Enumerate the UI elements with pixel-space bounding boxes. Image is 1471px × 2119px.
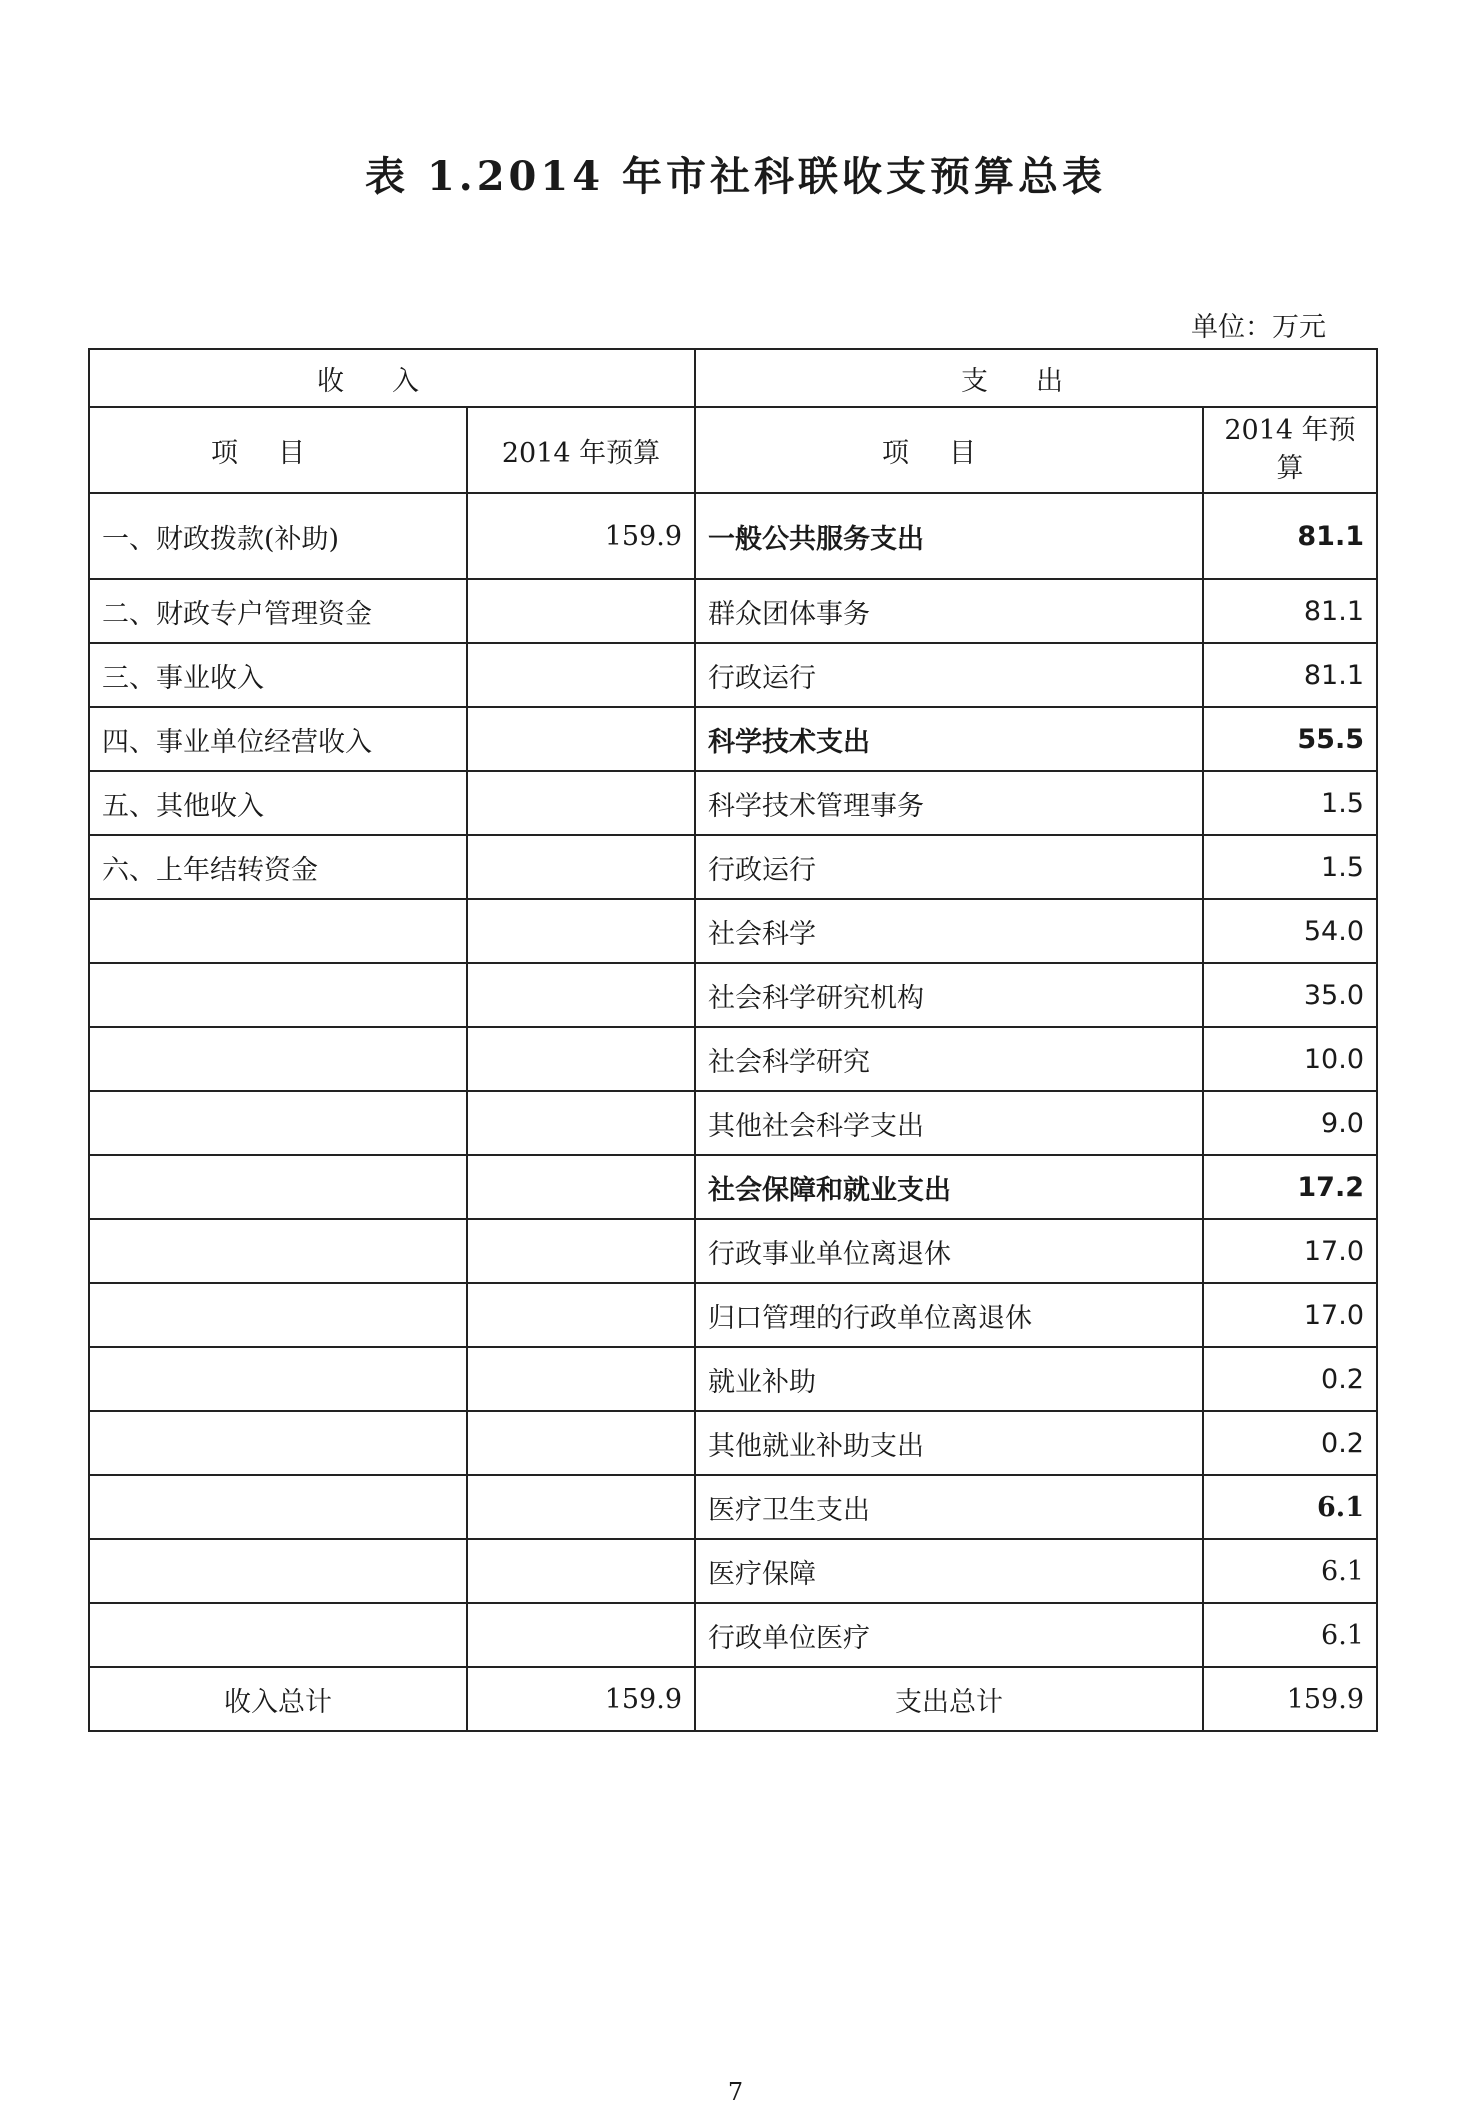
income-budget-header: 2014 年预算: [467, 407, 695, 493]
income-label: 三、事业收入: [89, 643, 467, 707]
empty-cell: [467, 1027, 695, 1091]
budget-table: [88, 348, 1378, 1732]
income-value: [467, 643, 695, 707]
expense-label: 社会保障和就业支出: [695, 1155, 1203, 1219]
expense-value: 0.2: [1203, 1411, 1377, 1475]
expense-label: 行政运行: [695, 643, 1203, 707]
table-row: [89, 707, 1377, 771]
empty-cell: [89, 1347, 467, 1411]
expense-label: 其他社会科学支出: [695, 1091, 1203, 1155]
empty-cell: [89, 1091, 467, 1155]
income-label: 一、财政拨款(补助): [89, 493, 467, 579]
table-row: [89, 1475, 1377, 1539]
expense-value: 6.1: [1203, 1603, 1377, 1667]
empty-cell: [467, 1411, 695, 1475]
table-row: [89, 493, 1377, 579]
table-row: [89, 1411, 1377, 1475]
expense-label: 群众团体事务: [695, 579, 1203, 643]
column-header-row: [89, 407, 1377, 493]
income-label: 六、上年结转资金: [89, 835, 467, 899]
expense-label: 社会科学研究机构: [695, 963, 1203, 1027]
expense-label: 医疗卫生支出: [695, 1475, 1203, 1539]
income-value: [467, 707, 695, 771]
empty-cell: [467, 1155, 695, 1219]
empty-cell: [89, 1411, 467, 1475]
table-row: [89, 1027, 1377, 1091]
expense-label: 其他就业补助支出: [695, 1411, 1203, 1475]
expense-value: 9.0: [1203, 1091, 1377, 1155]
income-label: 四、事业单位经营收入: [89, 707, 467, 771]
income-value: 159.9: [467, 493, 695, 579]
expense-value: 17.0: [1203, 1219, 1377, 1283]
page-number: 7: [727, 2078, 744, 2106]
empty-cell: [89, 963, 467, 1027]
table-row: [89, 1155, 1377, 1219]
empty-cell: [467, 1603, 695, 1667]
empty-cell: [467, 963, 695, 1027]
expense-label: 科学技术支出: [695, 707, 1203, 771]
expense-label: 行政事业单位离退休: [695, 1219, 1203, 1283]
table-row: [89, 579, 1377, 643]
table-row: [89, 899, 1377, 963]
expense-label: 科学技术管理事务: [695, 771, 1203, 835]
expense-label: 行政单位医疗: [695, 1603, 1203, 1667]
expense-value: 17.0: [1203, 1283, 1377, 1347]
expense-header: 支出: [695, 349, 1377, 407]
section-header-row: [89, 349, 1377, 407]
table-row: [89, 771, 1377, 835]
expense-value: 81.1: [1203, 643, 1377, 707]
empty-cell: [89, 1475, 467, 1539]
table-row: [89, 1283, 1377, 1347]
table-row: [89, 1091, 1377, 1155]
table-row: [89, 963, 1377, 1027]
expense-value: 6.1: [1203, 1475, 1377, 1539]
expense-value: 35.0: [1203, 963, 1377, 1027]
expense-total-label: 支出总计: [695, 1667, 1203, 1731]
expense-item-header: 项目: [695, 407, 1203, 493]
empty-cell: [467, 1219, 695, 1283]
expense-value: 1.5: [1203, 771, 1377, 835]
table-row: [89, 643, 1377, 707]
empty-cell: [89, 1027, 467, 1091]
expense-label: 社会科学研究: [695, 1027, 1203, 1091]
table-row: [89, 835, 1377, 899]
table-row: [89, 1219, 1377, 1283]
expense-value: 55.5: [1203, 707, 1377, 771]
income-value: [467, 835, 695, 899]
expense-label: 医疗保障: [695, 1539, 1203, 1603]
expense-label: 一般公共服务支出: [695, 493, 1203, 579]
empty-cell: [89, 1219, 467, 1283]
expense-value: 54.0: [1203, 899, 1377, 963]
expense-total-value: 159.9: [1203, 1667, 1377, 1731]
empty-cell: [467, 1283, 695, 1347]
expense-value: 1.5: [1203, 835, 1377, 899]
expense-value: 81.1: [1203, 493, 1377, 579]
empty-cell: [467, 1091, 695, 1155]
table-row: [89, 1539, 1377, 1603]
expense-value: 17.2: [1203, 1155, 1377, 1219]
income-header: 收入: [89, 349, 695, 407]
empty-cell: [89, 1603, 467, 1667]
empty-cell: [467, 899, 695, 963]
table-row: [89, 1603, 1377, 1667]
expense-budget-header: 2014 年预算: [1203, 407, 1377, 493]
expense-label: 归口管理的行政单位离退休: [695, 1283, 1203, 1347]
income-label: 五、其他收入: [89, 771, 467, 835]
expense-value: 0.2: [1203, 1347, 1377, 1411]
empty-cell: [89, 1539, 467, 1603]
expense-value: 6.1: [1203, 1539, 1377, 1603]
income-total-label: 收入总计: [89, 1667, 467, 1731]
expense-label: 就业补助: [695, 1347, 1203, 1411]
income-item-header: 项目: [89, 407, 467, 493]
empty-cell: [89, 1283, 467, 1347]
income-label: 二、财政专户管理资金: [89, 579, 467, 643]
unit-label: 单位：万元: [1191, 312, 1326, 343]
income-value: [467, 771, 695, 835]
income-value: [467, 579, 695, 643]
income-total-value: 159.9: [467, 1667, 695, 1731]
expense-value: 10.0: [1203, 1027, 1377, 1091]
page-title: 表 1.2014 年市社科联收支预算总表: [365, 153, 1106, 200]
empty-cell: [467, 1539, 695, 1603]
expense-value: 81.1: [1203, 579, 1377, 643]
table-row: [89, 1347, 1377, 1411]
empty-cell: [89, 899, 467, 963]
empty-cell: [89, 1155, 467, 1219]
total-row: [89, 1667, 1377, 1731]
empty-cell: [467, 1347, 695, 1411]
empty-cell: [467, 1475, 695, 1539]
expense-label: 行政运行: [695, 835, 1203, 899]
expense-label: 社会科学: [695, 899, 1203, 963]
